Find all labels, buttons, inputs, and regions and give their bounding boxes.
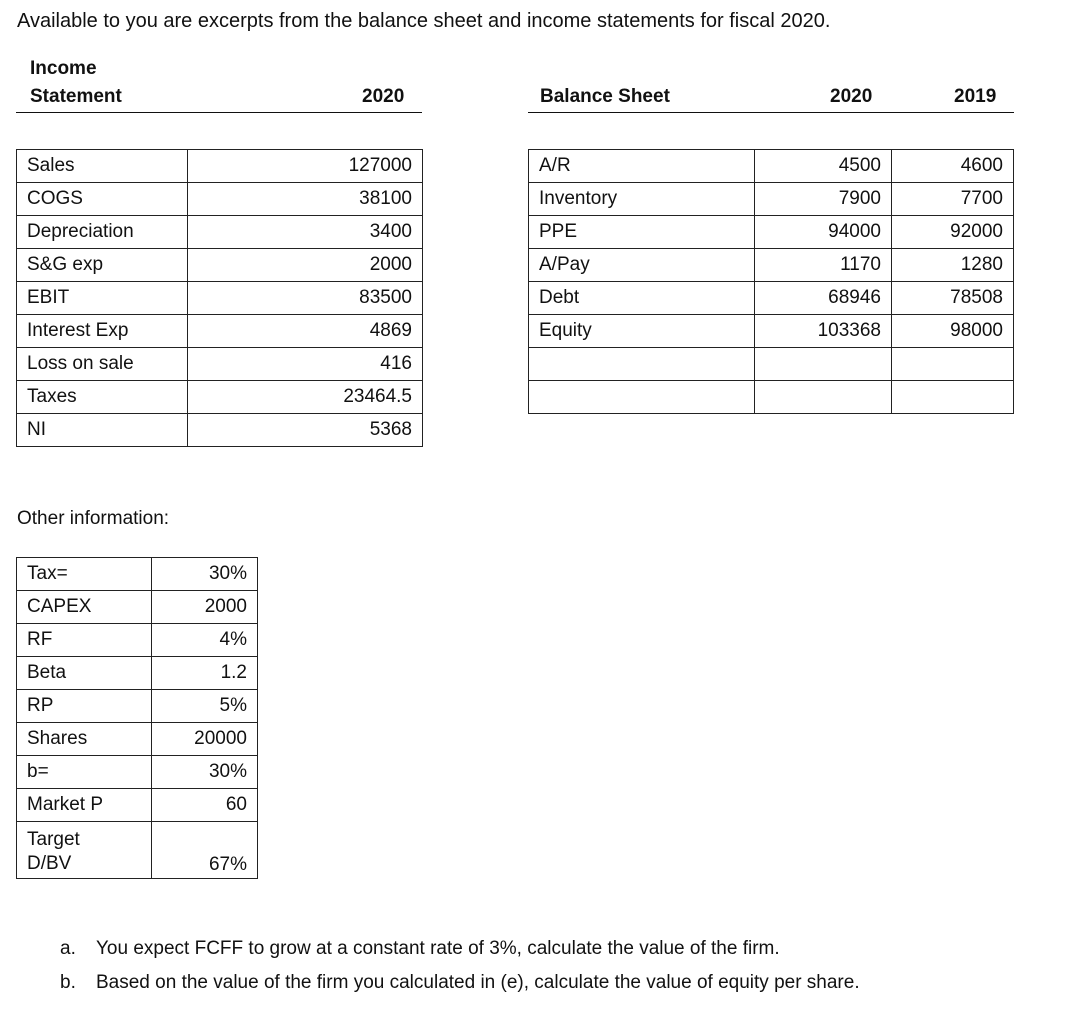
income-header-rule [16, 112, 422, 113]
table-row [17, 756, 258, 789]
row-label: A/R [529, 150, 755, 183]
question-mark: b. [60, 972, 76, 993]
row-label: NI [17, 414, 188, 447]
table-row [17, 558, 258, 591]
row-label: b= [17, 756, 152, 789]
table-row [17, 624, 258, 657]
question-b [60, 972, 860, 994]
row-label: Equity [529, 315, 755, 348]
row-label: A/Pay [529, 249, 755, 282]
row-label: Market P [17, 789, 152, 822]
row-label: COGS [17, 183, 188, 216]
table-row [17, 690, 258, 723]
row-value: 67% [152, 822, 258, 879]
table-row [17, 789, 258, 822]
table-row [17, 591, 258, 624]
row-label: Loss on sale [17, 348, 188, 381]
row-label: Interest Exp [17, 315, 188, 348]
row-value: 4869 [188, 315, 423, 348]
row-label: Sales [17, 150, 188, 183]
row-value-2020: 4500 [755, 150, 892, 183]
row-label: S&G exp [17, 249, 188, 282]
row-value-2020 [755, 381, 892, 414]
row-label: Inventory [529, 183, 755, 216]
table-row [529, 216, 1014, 249]
row-value: 4% [152, 624, 258, 657]
other-info-table [16, 557, 258, 879]
row-value-2019: 7700 [892, 183, 1014, 216]
row-value: 2000 [152, 591, 258, 624]
question-mark: a. [60, 938, 76, 959]
balance-header: Balance Sheet [540, 86, 670, 107]
row-value-2020: 7900 [755, 183, 892, 216]
row-value-2020: 103368 [755, 315, 892, 348]
balance-header-rule [528, 112, 1014, 113]
table-row [17, 183, 423, 216]
row-label: CAPEX [17, 591, 152, 624]
row-value-2019: 1280 [892, 249, 1014, 282]
row-value-2019: 78508 [892, 282, 1014, 315]
balance-sheet-table [528, 149, 1014, 414]
row-label: Shares [17, 723, 152, 756]
row-value-2019: 92000 [892, 216, 1014, 249]
row-value-2020 [755, 348, 892, 381]
other-info-title: Other information: [17, 508, 170, 529]
row-value: 416 [188, 348, 423, 381]
table-row [17, 282, 423, 315]
row-value: 1.2 [152, 657, 258, 690]
table-row [17, 249, 423, 282]
intro-text: Available to you are excerpts from the balance sheet and income statements for fiscal 2020. [17, 10, 831, 32]
table-row [17, 723, 258, 756]
question-text: Based on the value of the firm you calculated in (e), calculate the value of equity per share. [96, 972, 860, 993]
row-value-2020: 94000 [755, 216, 892, 249]
table-row [17, 381, 423, 414]
table-row [17, 657, 258, 690]
row-label: Tax= [17, 558, 152, 591]
row-label: RP [17, 690, 152, 723]
question-text: You expect FCFF to grow at a constant rate of 3%, calculate the value of the firm. [96, 938, 780, 959]
row-value-2019: 98000 [892, 315, 1014, 348]
row-value-2019: 4600 [892, 150, 1014, 183]
income-header-line2: Statement [30, 86, 122, 107]
row-label-line2: D/BV [27, 853, 72, 874]
row-value-2019 [892, 381, 1014, 414]
row-label [529, 381, 755, 414]
table-row [17, 414, 423, 447]
table-row [17, 822, 258, 879]
row-label: PPE [529, 216, 755, 249]
table-row [17, 315, 423, 348]
table-row-empty [529, 381, 1014, 414]
row-label: RF [17, 624, 152, 657]
row-value: 23464.5 [188, 381, 423, 414]
balance-year2-header: 2019 [954, 86, 997, 107]
balance-year1-header: 2020 [830, 86, 873, 107]
income-year-header: 2020 [362, 86, 405, 107]
row-value: 5368 [188, 414, 423, 447]
row-value: 83500 [188, 282, 423, 315]
row-value: 60 [152, 789, 258, 822]
row-value-2020: 1170 [755, 249, 892, 282]
row-label [529, 348, 755, 381]
row-value-2019 [892, 348, 1014, 381]
row-value: 20000 [152, 723, 258, 756]
question-a [60, 938, 780, 960]
table-row-empty [529, 348, 1014, 381]
row-value: 5% [152, 690, 258, 723]
table-row [529, 249, 1014, 282]
row-label [17, 822, 152, 879]
table-row [529, 282, 1014, 315]
row-value: 2000 [188, 249, 423, 282]
row-label: Taxes [17, 381, 188, 414]
table-row [529, 315, 1014, 348]
row-value: 30% [152, 756, 258, 789]
row-label: Depreciation [17, 216, 188, 249]
table-row [17, 348, 423, 381]
row-label: Beta [17, 657, 152, 690]
table-row [17, 216, 423, 249]
table-row [17, 150, 423, 183]
row-label: EBIT [17, 282, 188, 315]
table-row [529, 183, 1014, 216]
row-value: 127000 [188, 150, 423, 183]
row-value: 30% [152, 558, 258, 591]
row-value: 3400 [188, 216, 423, 249]
row-label: Debt [529, 282, 755, 315]
row-label-line1: Target [27, 829, 80, 850]
row-value-2020: 68946 [755, 282, 892, 315]
table-row [529, 150, 1014, 183]
row-value: 38100 [188, 183, 423, 216]
income-statement-table [16, 149, 423, 447]
income-header-line1: Income [30, 58, 97, 79]
